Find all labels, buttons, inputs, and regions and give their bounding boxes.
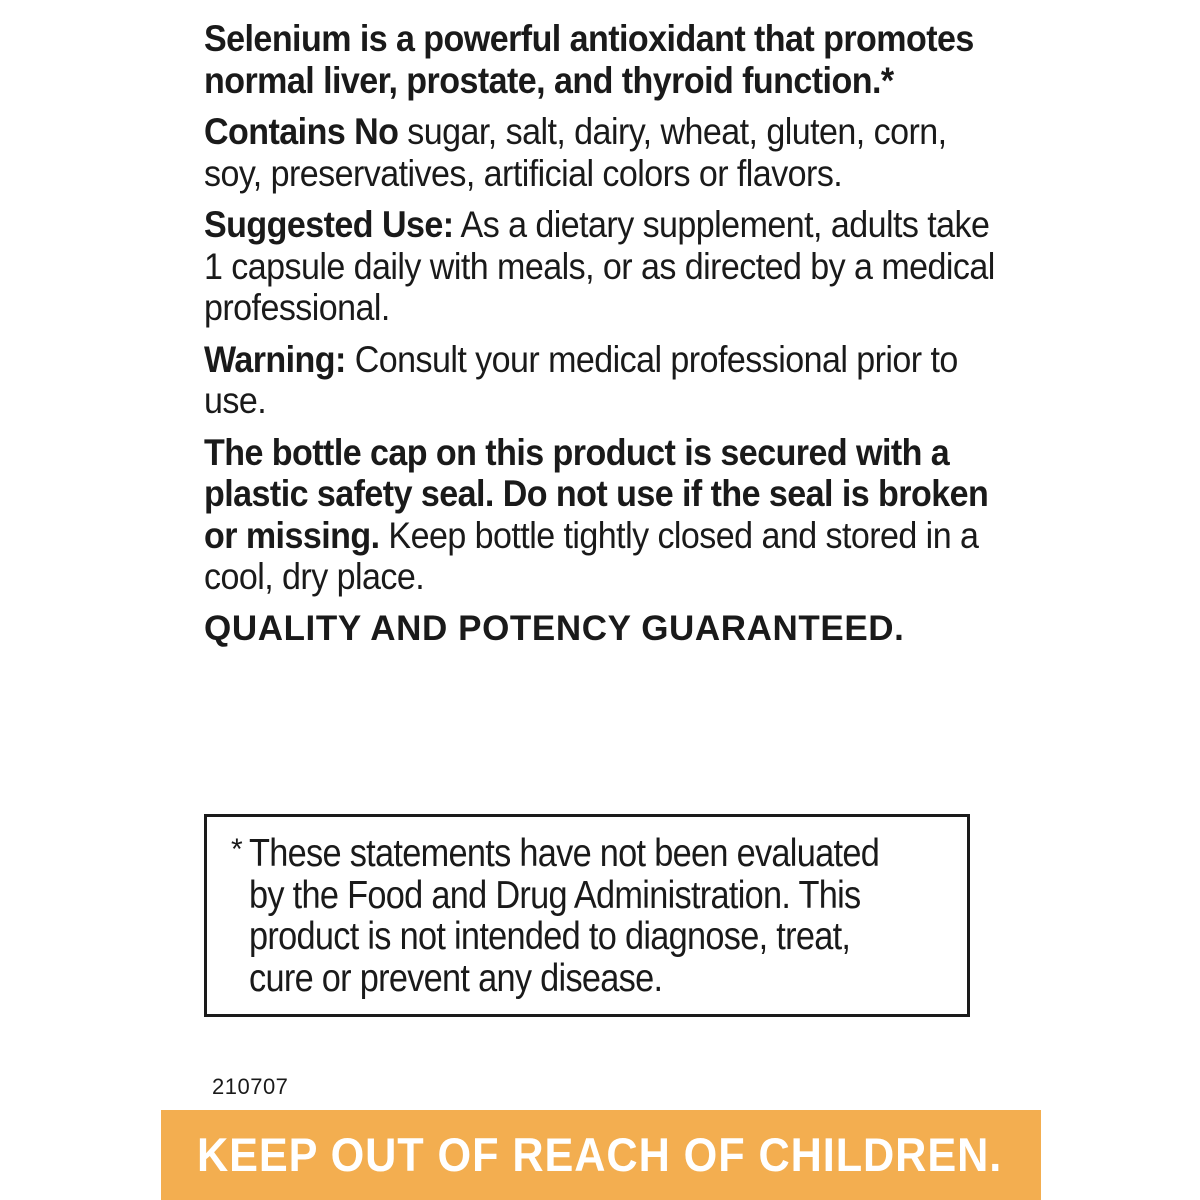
warning-paragraph — [204, 339, 995, 422]
suggested-use-paragraph — [204, 204, 995, 329]
warning-text: Consult your medical professional prior to use. — [204, 338, 958, 421]
warning-banner-text: KEEP OUT OF REACH OF CHILDREN. — [197, 1128, 1003, 1181]
lot-number: 210707 — [212, 1074, 289, 1099]
contains-no-text: sugar, salt, dairy, wheat, gluten, corn, soy, preservatives, artificial colors or flavors. — [204, 111, 947, 194]
suggested-use-text: As a dietary supplement, adults take 1 capsule daily with meals, or as directed by a medical professional. — [204, 204, 995, 328]
safety-seal-paragraph — [204, 432, 995, 598]
contains-no-heading: Contains No — [204, 111, 399, 152]
quality-guarantee: QUALITY AND POTENCY GUARANTEED. — [204, 608, 905, 648]
warning-heading: Warning: — [204, 338, 346, 380]
safety-seal-heading: The bottle cap on this product is secured with a plastic safety seal. Do not use if the seal is broken or missing. — [204, 431, 989, 556]
fda-disclaimer-box — [204, 814, 970, 1017]
label-text-block — [204, 18, 994, 659]
warning-banner — [161, 1110, 1041, 1200]
intro-statement: Selenium is a powerful antioxidant that promotes normal liver, prostate, and thyroid function.* — [204, 18, 974, 101]
suggested-use-heading: Suggested Use: — [204, 204, 454, 245]
contains-no-paragraph — [204, 111, 995, 194]
disclaimer-asterisk: * — [231, 833, 243, 866]
safety-seal-text: Keep bottle tightly closed and stored in a cool, dry place. — [204, 514, 979, 597]
disclaimer-text: These statements have not been evaluated by the Food and Drug Administration. This product is not intended to diagnose, treat, cure or prevent any disease. — [249, 832, 880, 1000]
